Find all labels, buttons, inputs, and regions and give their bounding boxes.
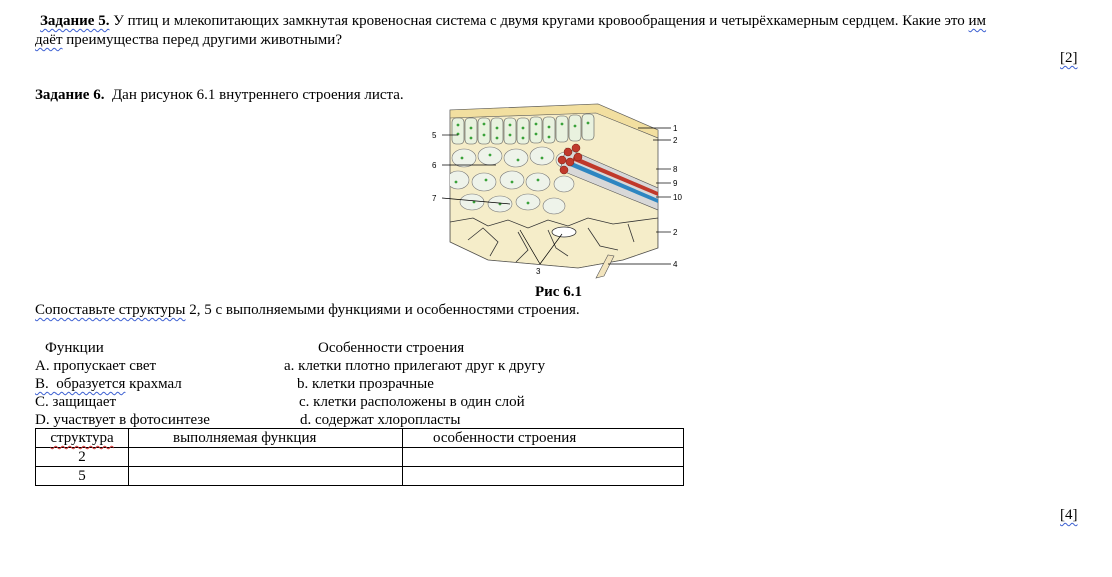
fig-label-6: 6 [432, 161, 437, 170]
fig-label-10: 10 [673, 193, 682, 202]
table-row [36, 448, 684, 467]
task6-text: Дан рисунок 6.1 внутреннего строения листа. [111, 87, 404, 103]
task5-word-im: им [968, 13, 987, 29]
function-a: А. пропускает свет [35, 358, 157, 374]
feature-a: a. клетки плотно прилегают друг к другу [284, 358, 546, 374]
fig-label-4: 4 [673, 260, 678, 269]
feature-b: b. клетки прозрачные [297, 376, 434, 392]
leaf-structure-figure [428, 100, 690, 282]
task5-line2 [35, 31, 342, 49]
task6-line [35, 86, 404, 104]
task5-line1 [40, 12, 986, 30]
fig-label-8: 8 [673, 165, 678, 174]
fig-label-2-top: 2 [673, 136, 678, 145]
figure-caption: Рис 6.1 [535, 284, 582, 300]
feature-c: c. клетки расположены в один слой [299, 394, 525, 410]
function-b: В. образуется крахмал [35, 376, 182, 392]
task5-text: У птиц и млекопитающих замкнутая кровеносная система с двумя кругами кровообращения и четырёхкамерным сердцем. Какие это [109, 13, 965, 29]
fig-label-9: 9 [673, 179, 678, 188]
stoma [552, 227, 576, 237]
features-header: Особенности строения [318, 340, 465, 356]
table-cell-structure: 5 [36, 467, 129, 486]
instruction-underlined: Сопоставьте структуры [35, 302, 186, 318]
table-cell-features[interactable] [403, 448, 684, 467]
table-header-function: выполняемая функция [129, 429, 403, 448]
functions-header: Функции [45, 340, 104, 356]
instruction-rest: 2, 5 с выполняемыми функциями и особенностями строения. [185, 302, 580, 318]
task5-text-2: преимущества перед другими животными? [62, 32, 342, 48]
task5-word-daet: даёт [35, 32, 63, 48]
feature-d: d. содержат хлоропласты [300, 412, 461, 428]
fig-label-3: 3 [536, 267, 541, 276]
task6-instruction [35, 301, 580, 319]
table-header-row [36, 429, 684, 448]
lower-epidermis [450, 218, 658, 268]
table-header-features: особенности строения [403, 429, 684, 448]
table-cell-features[interactable] [403, 467, 684, 486]
task5-label: Задание 5. [40, 13, 110, 29]
fig-label-2-bottom: 2 [673, 228, 678, 237]
answer-table [35, 428, 684, 486]
table-cell-structure: 2 [36, 448, 129, 467]
table-row [36, 467, 684, 486]
function-d: D. участвует в фотосинтезе [35, 412, 210, 428]
function-c: С. защищает [35, 394, 117, 410]
table-cell-function[interactable] [129, 448, 403, 467]
spongy-cells [447, 147, 576, 214]
task5-points: [2] [1060, 50, 1078, 66]
task6-label: Задание 6. [35, 87, 105, 103]
fig-label-7: 7 [432, 194, 437, 203]
task6-points: [4] [1060, 507, 1078, 523]
table-cell-function[interactable] [129, 467, 403, 486]
fig-label-5: 5 [432, 131, 437, 140]
table-header-structure: структура [36, 429, 129, 448]
fig-label-1: 1 [673, 124, 678, 133]
